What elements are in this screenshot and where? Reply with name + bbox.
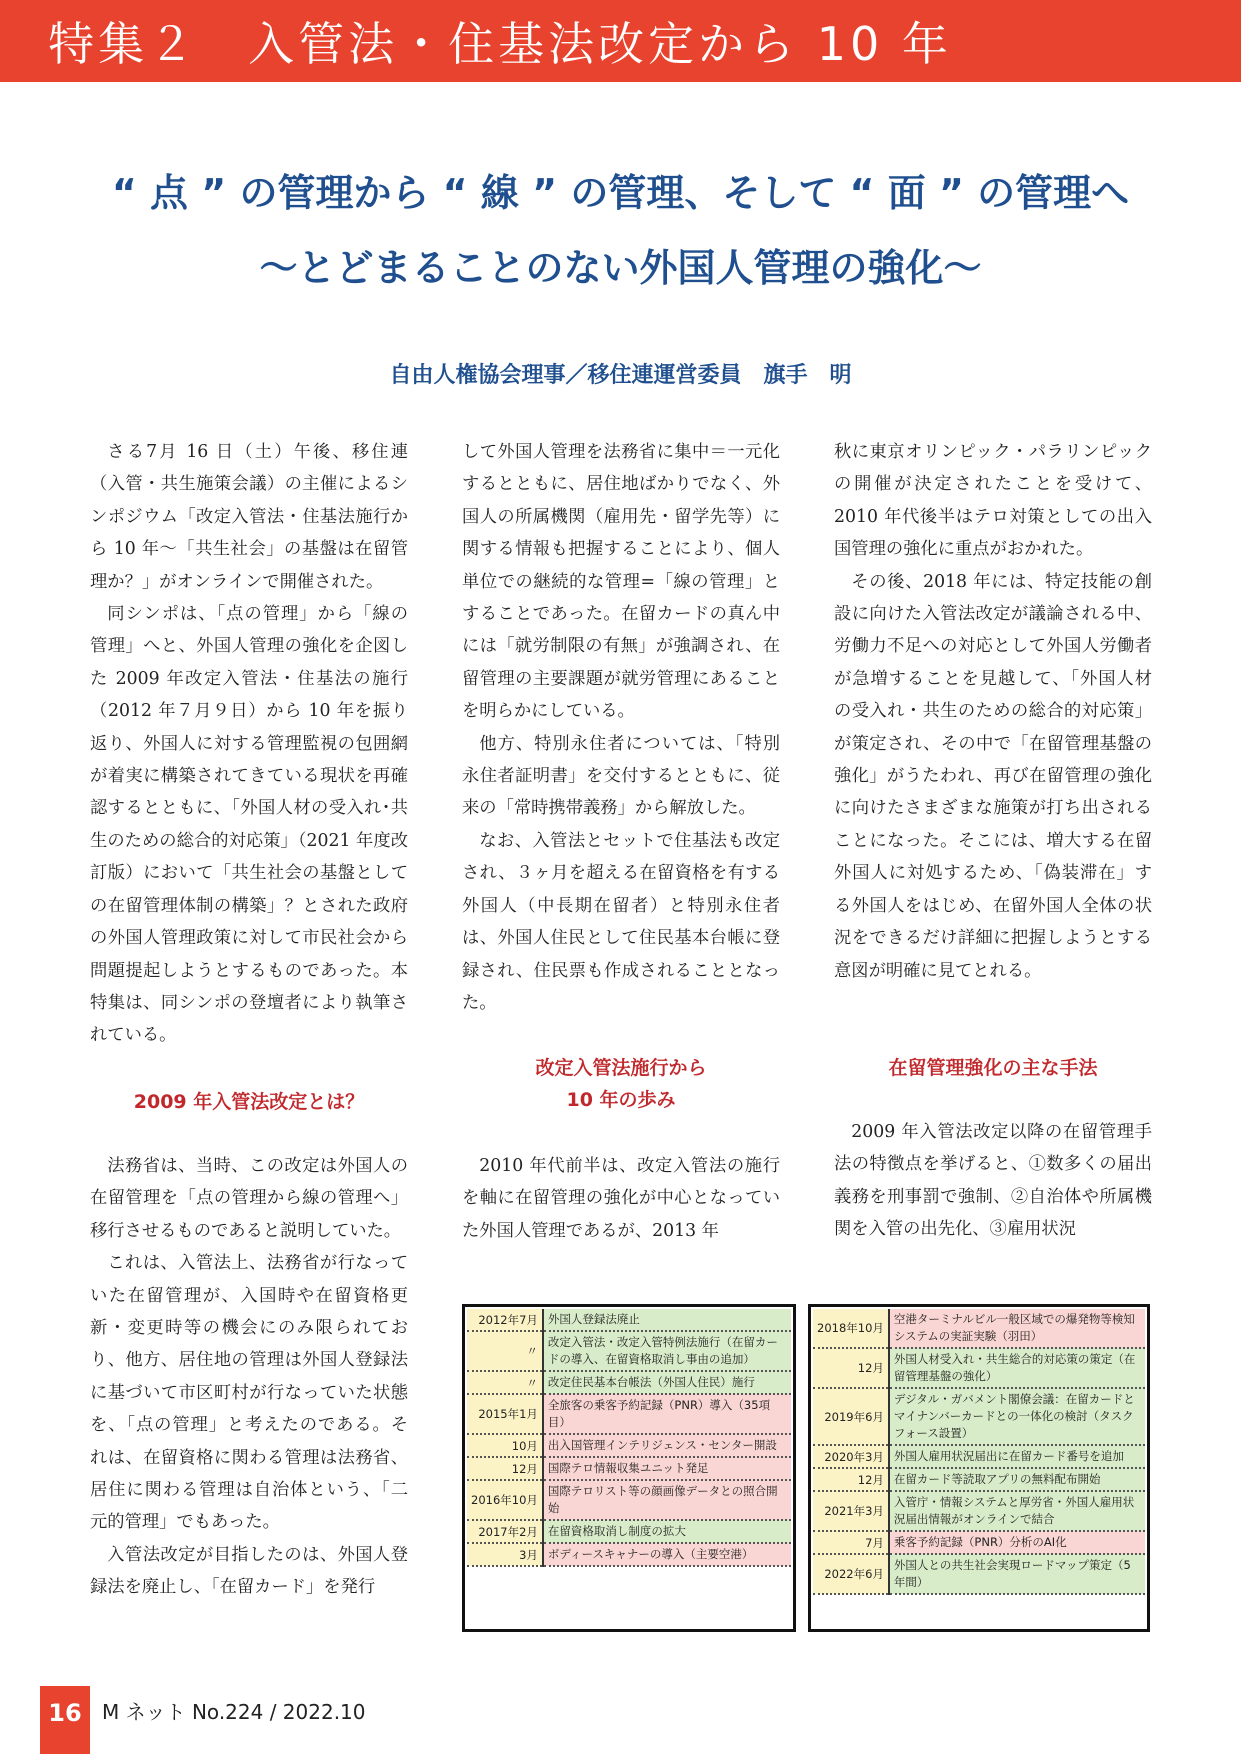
- timeline-event: 空港ターミナルビル一般区域での爆発物等検知システムの実証実験（羽田）: [889, 1309, 1145, 1348]
- timeline-row: [813, 1388, 1145, 1445]
- column-2-lower: [462, 1150, 780, 1247]
- timeline-row: [467, 1309, 791, 1331]
- paragraph: 他方、特別永住者については、「特別永住者証明書」を交付するとともに、従来の「常時携帯義務」から解放した。: [462, 733, 780, 819]
- timeline-event: 国際テロリスト等の顔画像データとの照合開始: [543, 1480, 791, 1520]
- timeline-event: デジタル・ガバメント閣僚会議：在留カードとマイナンバーカードとの一体化の検討（タスクフォース設置）: [889, 1388, 1145, 1445]
- timeline-row: [467, 1434, 791, 1457]
- timeline-date: 2021年3月: [813, 1491, 889, 1531]
- paragraph: 同シンポは、「点の管理」から「線の管理」へと、外国人管理の強化を企図した 2009 年改定入管法・住基法の施行（2012 年７月９日）から 10 年を振り返り、外国人に対する管理監視の包囲網が着実に構築されてきている現状を再確認するとともに、「外国人材の受入れ･共生のための総合的対応策」（2021 年度改訂版）において「共生社会の基盤としての在留管理体制の構築」？とされた政府の外国人管理政策に対して市民社会から問題提起しようとするものであった。本特集は、同シンポの登壇者により執筆されている。: [90, 604, 408, 1046]
- paragraph: その後、2018 年には、特定技能の創設に向けた入管法改定が議論される中、労働力不足への対応として外国人労働者が急増することを見越して、「外国人材の受入れ・共生のための総合的対応策」が策定され、その中で「在留管理基盤の強化」がうたわれ、再び在留管理の強化に向けたさまざまな施策が打ち出されることになった。そこには、増大する在留外国人に対処するため、「偽装滞在」する外国人をはじめ、在留外国人全体の状況をできるだけ詳細に把握しようとする意図が明確に見てとれる。: [834, 571, 1152, 981]
- timeline-row: [813, 1491, 1145, 1531]
- timeline-row: [813, 1468, 1145, 1491]
- timeline-event: 外国人との共生社会実現ロードマップ策定（5年間）: [889, 1554, 1145, 1594]
- paragraph: 法務省は、当時、この改定は外国人の在留管理を「点の管理から線の管理へ」移行させるものであると説明していた。: [90, 1156, 408, 1241]
- timeline-row: [467, 1371, 791, 1394]
- timeline-event: 国際テロ情報収集ユニット発足: [543, 1457, 791, 1480]
- feature-title: 特集２ 入管法・住基法改定から 10 年: [48, 17, 952, 71]
- column-3-lower: [834, 1116, 1152, 1246]
- author-byline: 自由人権協会理事／移住連運営委員 旗手 明: [389, 363, 852, 388]
- timeline-row: [813, 1348, 1145, 1388]
- article-title-line1: “ 点 ” の管理から “ 線 ” の管理、そして “ 面 ” の管理へ: [111, 171, 1130, 215]
- column-2: [462, 436, 780, 1019]
- timeline-event: ボディースキャナーの導入（主要空港）: [543, 1543, 791, 1566]
- timeline-event: 在留資格取消し制度の拡大: [543, 1520, 791, 1543]
- section-heading-2009-revision: 2009 年入管法改定とは？: [133, 1091, 365, 1113]
- timeline-row: [467, 1394, 791, 1434]
- timeline-date: 2012年7月: [467, 1309, 543, 1331]
- paragraph: 秋に東京オリンピック・パラリンピックの開催が決定されたことを受けて、2010 年代後半はテロ対策としての出入国管理の強化に重点がおかれた。: [834, 442, 1152, 560]
- column-1-lower: [90, 1150, 408, 1604]
- section-heading-10-years: 改定入管法施行から 10 年の歩み: [535, 1057, 707, 1111]
- paragraph: なお、入管法とセットで住基法も改定され、３ヶ月を超える在留資格を有する外国人（中長期在留者）と特別永住者は、外国人住民として住民基本台帳に登録され、住民票も作成されることとなった。: [462, 830, 780, 1013]
- article-title-line2: 〜とどまることのない外国人管理の強化〜: [259, 246, 982, 290]
- timeline-event: 乗客予約記録（PNR）分析のAI化: [889, 1531, 1145, 1554]
- timeline-row: [813, 1554, 1145, 1594]
- timeline-date: 10月: [467, 1434, 543, 1457]
- timeline-date: 3月: [467, 1543, 543, 1566]
- timeline-date: 〃: [467, 1371, 543, 1394]
- timeline-row: [467, 1520, 791, 1543]
- timeline-row: [467, 1543, 791, 1566]
- section-heading-methods: 在留管理強化の主な手法: [888, 1057, 1098, 1079]
- timeline-event: 出入国管理インテリジェンス・センター開設: [543, 1434, 791, 1457]
- timeline-row: [813, 1531, 1145, 1554]
- timeline-event: 外国人雇用状況届出に在留カード番号を追加: [889, 1445, 1145, 1468]
- column-3: [834, 436, 1152, 987]
- timeline-row: [813, 1309, 1145, 1348]
- timeline-date: 2015年1月: [467, 1394, 543, 1434]
- timeline-date: 12月: [813, 1468, 889, 1491]
- timeline-date: 2022年6月: [813, 1554, 889, 1594]
- paragraph: 2009 年入管法改定以降の在留管理手法の特徴点を挙げると、①数多くの届出義務を刑事罰で強制、②自治体や所属機関を入管の出先化、③雇用状況: [834, 1122, 1152, 1240]
- timeline-date: 〃: [467, 1331, 543, 1371]
- paragraph: これは、入管法上、法務省が行なっていた在留管理が、入国時や在留資格更新・変更時等の機会にのみ限られており、他方、居住地の管理は外国人登録法に基づいて市区町村が行なっていた状態を、「点の管理」と考えたのである。それは、在留資格に関わる管理は法務省、居住に関わる管理は自治体という、「二元的管理」でもあった。: [90, 1253, 408, 1533]
- timeline-date: 2019年6月: [813, 1388, 889, 1445]
- feature-banner: [0, 0, 1241, 82]
- timeline-table-2: [808, 1304, 1150, 1632]
- page-number: 16: [40, 1686, 90, 1754]
- timeline-date: 7月: [813, 1531, 889, 1554]
- timeline-row: [467, 1331, 791, 1371]
- timeline-date: 12月: [467, 1457, 543, 1480]
- timeline-date: 12月: [813, 1348, 889, 1388]
- timeline-date: 2017年2月: [467, 1520, 543, 1543]
- timeline-row: [467, 1480, 791, 1520]
- paragraph: 入管法改定が目指したのは、外国人登録法を廃止し、「在留カード」を発行: [90, 1544, 408, 1598]
- paragraph: 2010 年代前半は、改定入管法の施行を軸に在留管理の強化が中心となっていた外国人管理であるが、2013 年: [462, 1156, 780, 1241]
- timeline-event: 外国人登録法廃止: [543, 1309, 791, 1331]
- timeline-event: 全旅客の乗客予約記録（PNR）導入（35項目）: [543, 1394, 791, 1434]
- timeline-event: 入管庁・情報システムと厚労省・外国人雇用状況届出情報がオンラインで結合: [889, 1491, 1145, 1531]
- timeline-date: 2018年10月: [813, 1309, 889, 1348]
- timeline-row: [813, 1445, 1145, 1468]
- timeline-date: 2020年3月: [813, 1445, 889, 1468]
- timeline-row: [467, 1457, 791, 1480]
- timeline-event: 在留カード等読取アプリの無料配布開始: [889, 1468, 1145, 1491]
- timeline-event: 改定入管法・改定入管特例法施行（在留カードの導入、在留資格取消し事由の追加）: [543, 1331, 791, 1371]
- issue-info: M ネット No.224 / 2022.10: [102, 1700, 366, 1724]
- timeline-date: 2016年10月: [467, 1480, 543, 1520]
- paragraph: さる7月 16 日（土）午後、移住連（入管・共生施策会議）の主催によるシンポジウム「改定入管法・住基法施行から 10 年〜「共生社会」の基盤は在留管理か？」がオンラインで開催された。: [90, 442, 408, 592]
- column-1: [90, 436, 408, 1052]
- timeline-table-1: [462, 1304, 796, 1632]
- timeline-event: 改定住民基本台帳法（外国人住民）施行: [543, 1371, 791, 1394]
- paragraph: して外国人管理を法務省に集中＝一元化するとともに、居住地ばかりでなく、外国人の所属機関（雇用先・留学先等）に関する情報も把握することにより、個人単位での継続的な管理=「線の管理」とすることであった。在留カードの真ん中には「就労制限の有無」が強調され、在留管理の主要課題が就労管理にあることを明らかにしている。: [462, 442, 780, 722]
- timeline-event: 外国人材受入れ・共生総合的対応策の策定（在留管理基盤の強化）: [889, 1348, 1145, 1388]
